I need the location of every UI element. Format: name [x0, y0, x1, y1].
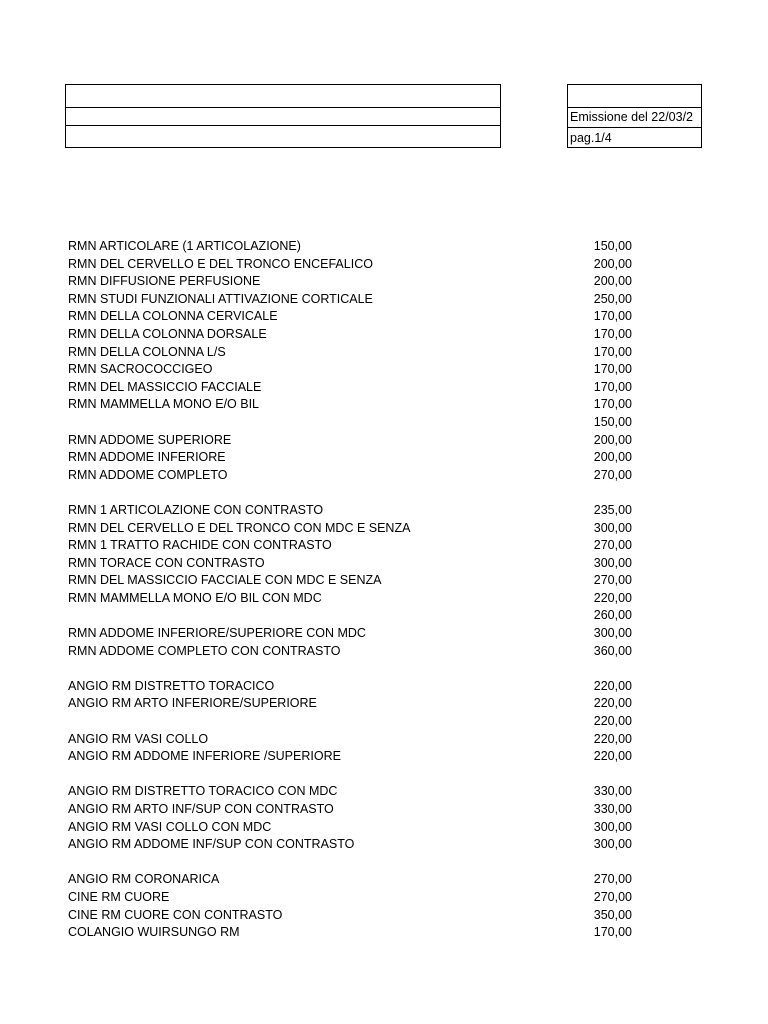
- list-item: [68, 572, 668, 590]
- list-item: [68, 783, 668, 801]
- list-item: [68, 660, 668, 678]
- exam-price: 170,00: [593, 362, 632, 377]
- exam-price: 260,00: [593, 608, 632, 623]
- list-item: [68, 537, 668, 555]
- list-item: [68, 731, 668, 749]
- list-item: [68, 819, 668, 837]
- exam-name: ANGIO RM ARTO INFERIORE/SUPERIORE: [68, 696, 317, 711]
- list-item: [68, 555, 668, 573]
- exam-price: 350,00: [593, 907, 632, 922]
- exam-name: RMN ARTICOLARE (1 ARTICOLAZIONE): [68, 239, 301, 253]
- list-item: [68, 291, 668, 309]
- exam-price: 170,00: [593, 344, 632, 359]
- exam-name: ANGIO RM ARTO INF/SUP CON CONTRASTO: [68, 802, 334, 816]
- list-item: [68, 907, 668, 925]
- exam-name: RMN ADDOME COMPLETO CON CONTRASTO: [68, 643, 341, 658]
- exam-name: RMN MAMMELLA MONO E/O BIL: [68, 397, 260, 412]
- exam-price: 150,00: [593, 414, 632, 429]
- header-right-divider-1: [567, 107, 702, 108]
- exam-name: RMN DEL CERVELLO E DEL TRONCO CON MDC E SENZA: [68, 520, 411, 535]
- list-item: [68, 889, 668, 907]
- list-item: [68, 871, 668, 889]
- exam-name: RMN 1 TRATTO RACHIDE CON CONTRASTO: [68, 538, 332, 553]
- exam-name: RMN DELLA COLONNA DORSALE: [68, 326, 267, 341]
- exam-name: ANGIO RM CORONARICA: [68, 872, 220, 887]
- list-item: [68, 344, 668, 362]
- list-item: [68, 414, 668, 432]
- exam-name: RMN DEL MASSICCIO FACCIALE CON MDC E SENZA: [68, 573, 382, 588]
- list-item: [68, 678, 668, 696]
- exam-price: 170,00: [593, 379, 632, 394]
- exam-price: 220,00: [593, 714, 632, 729]
- list-item: [68, 273, 668, 291]
- list-item: [68, 308, 668, 326]
- list-item: [68, 361, 668, 379]
- exam-name: RMN STUDI FUNZIONALI ATTIVAZIONE CORTICALE: [68, 291, 373, 306]
- list-item: [68, 748, 668, 766]
- exam-price: 200,00: [593, 432, 632, 447]
- page-number: pag.1/4: [570, 131, 612, 145]
- exam-price: 220,00: [593, 678, 632, 693]
- list-item: [68, 379, 668, 397]
- exam-price: 300,00: [593, 819, 632, 834]
- exam-name: ANGIO RM VASI COLLO CON MDC: [68, 819, 272, 834]
- exam-name: RMN 1 ARTICOLAZIONE CON CONTRASTO: [68, 502, 324, 517]
- exam-price: 270,00: [593, 872, 632, 887]
- list-item: [68, 449, 668, 467]
- exam-name: ANGIO RM ADDOME INF/SUP CON CONTRASTO: [68, 837, 355, 852]
- exam-price: 300,00: [593, 520, 632, 535]
- exam-price: 170,00: [593, 326, 632, 341]
- exam-price: 220,00: [593, 696, 632, 711]
- exam-price: 330,00: [593, 784, 632, 799]
- exam-price: 220,00: [593, 749, 632, 764]
- list-item: [68, 238, 668, 256]
- exam-price: 270,00: [593, 538, 632, 553]
- exam-name: ANGIO RM ADDOME INFERIORE /SUPERIORE: [68, 749, 341, 764]
- list-item: [68, 695, 668, 713]
- exam-name: RMN TORACE CON CONTRASTO: [68, 555, 265, 570]
- exam-price: 170,00: [593, 397, 632, 412]
- list-item: [68, 625, 668, 643]
- exam-price: 200,00: [593, 450, 632, 465]
- list-item: [68, 924, 668, 942]
- list-item: [68, 326, 668, 344]
- exam-price: 360,00: [593, 643, 632, 658]
- list-item: [68, 643, 668, 661]
- list-item: [68, 836, 668, 854]
- list-item: [68, 520, 668, 538]
- exam-name: RMN ADDOME INFERIORE/SUPERIORE CON MDC: [68, 626, 366, 641]
- exam-price: 220,00: [593, 731, 632, 746]
- exam-name: RMN DELLA COLONNA CERVICALE: [68, 309, 278, 324]
- list-item: [68, 590, 668, 608]
- list-item: [68, 467, 668, 485]
- list-item: [68, 432, 668, 450]
- exam-price: 330,00: [593, 802, 632, 816]
- exam-name: RMN DIFFUSIONE PERFUSIONE: [68, 274, 261, 289]
- exam-price: 250,00: [593, 291, 632, 306]
- exam-price: 235,00: [593, 502, 632, 517]
- list-item: [68, 801, 668, 819]
- exam-price: 300,00: [593, 837, 632, 852]
- header-right-divider-2: [567, 127, 702, 128]
- list-item: [68, 607, 668, 625]
- exam-price: 270,00: [593, 573, 632, 588]
- header-left-divider-1: [65, 107, 501, 108]
- exam-price: 200,00: [593, 256, 632, 271]
- exam-price: 170,00: [593, 925, 632, 940]
- list-item: [68, 484, 668, 502]
- exam-name: COLANGIO WUIRSUNGO RM: [68, 925, 240, 940]
- exam-name: ANGIO RM DISTRETTO TORACICO: [68, 678, 275, 693]
- exam-price: 220,00: [593, 590, 632, 605]
- list-item: [68, 256, 668, 274]
- exam-name: CINE RM CUORE CON CONTRASTO: [68, 907, 283, 922]
- exam-price: 300,00: [593, 555, 632, 570]
- exam-name: RMN DEL MASSICCIO FACCIALE: [68, 379, 262, 394]
- price-list: [68, 238, 668, 942]
- exam-price: 270,00: [593, 467, 632, 482]
- exam-price: 270,00: [593, 889, 632, 904]
- list-item: [68, 396, 668, 414]
- exam-name: RMN DELLA COLONNA L/S: [68, 344, 226, 359]
- exam-name: RMN MAMMELLA MONO E/O BIL CON MDC: [68, 590, 322, 605]
- exam-price: 200,00: [593, 274, 632, 289]
- exam-price: 170,00: [593, 309, 632, 324]
- exam-name: ANGIO RM DISTRETTO TORACICO CON MDC: [68, 784, 338, 799]
- header-left-box: [65, 84, 501, 148]
- exam-name: RMN SACROCOCCIGEO: [68, 362, 213, 377]
- list-item: [68, 713, 668, 731]
- exam-price: 150,00: [593, 239, 632, 253]
- exam-name: RMN ADDOME INFERIORE: [68, 450, 226, 465]
- exam-name: RMN ADDOME COMPLETO: [68, 467, 228, 482]
- issue-date: Emissione del 22/03/2: [570, 110, 693, 124]
- list-item: [68, 502, 668, 520]
- exam-name: RMN ADDOME SUPERIORE: [68, 432, 232, 447]
- list-item: [68, 766, 668, 784]
- header-left-divider-2: [65, 125, 501, 126]
- exam-name: ANGIO RM VASI COLLO: [68, 731, 209, 746]
- exam-price: 300,00: [593, 626, 632, 641]
- exam-name: CINE RM CUORE: [68, 889, 170, 904]
- list-item: [68, 854, 668, 872]
- exam-name: RMN DEL CERVELLO E DEL TRONCO ENCEFALICO: [68, 256, 373, 271]
